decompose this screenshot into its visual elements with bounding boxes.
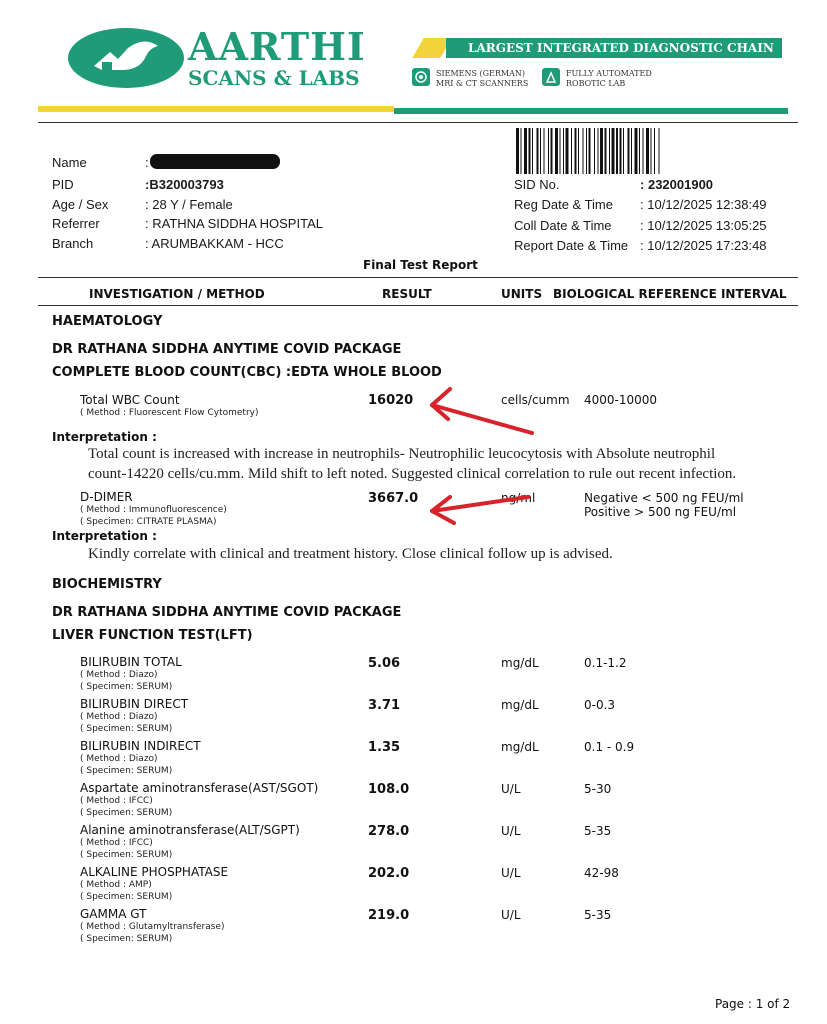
- ddimer-ref1: Negative < 500 ng FEU/ml: [584, 491, 744, 505]
- test-result: 3.71: [368, 698, 401, 713]
- test-result: 219.0: [368, 908, 410, 923]
- barcode-bar: [659, 128, 660, 174]
- barcode-bar: [537, 128, 539, 174]
- barcode-bar: [524, 128, 527, 174]
- referrer-colon: :: [145, 216, 149, 231]
- tagline-banner: [446, 38, 782, 58]
- annotation-arrows: [420, 385, 540, 535]
- header-divider-green: [394, 108, 788, 114]
- header-divider-yellow: [38, 106, 394, 112]
- barcode-bar: [586, 128, 587, 174]
- barcode-bar: [548, 128, 549, 174]
- ddimer-method: ( Method : Immunofluorescence): [80, 505, 227, 515]
- barcode-bar: [516, 128, 519, 174]
- test-ref: 5-35: [584, 824, 612, 838]
- test-method: ( Method : Diazo): [80, 712, 158, 722]
- ddimer-specimen: ( Specimen: CITRATE PLASMA): [80, 517, 217, 527]
- test-ref: 0.1 - 0.9: [584, 740, 635, 754]
- report-value: [640, 238, 767, 253]
- test-name: Alanine aminotransferase(ALT/SGPT): [80, 823, 300, 837]
- wbc-ref: 4000-10000: [584, 393, 658, 407]
- barcode-bar: [609, 128, 610, 174]
- name-label: Name: [52, 155, 87, 170]
- barcode-bar: [616, 128, 618, 174]
- barcode-bar: [521, 128, 522, 174]
- sid-label: SID No.: [514, 177, 560, 192]
- coll-datetime: 10/12/2025 13:05:25: [647, 218, 767, 233]
- barcode-bar: [555, 128, 558, 174]
- wbc-result: 16020: [368, 393, 414, 408]
- barcode-bar: [643, 128, 644, 174]
- barcode-bar: [600, 128, 603, 174]
- test-method: ( Method : Diazo): [80, 670, 158, 680]
- test-method: ( Method : Diazo): [80, 754, 158, 764]
- name-redaction: [150, 154, 280, 169]
- test-ref: 5-35: [584, 908, 612, 922]
- test-method: ( Method : IFCC): [80, 796, 153, 806]
- table-row: [0, 865, 827, 905]
- lab-icon: [542, 68, 560, 86]
- pid-colon: :: [145, 177, 150, 192]
- mri-icon: [412, 68, 430, 86]
- barcode-bar: [544, 128, 545, 174]
- ddimer-result: 3667.0: [368, 491, 419, 506]
- test-specimen: ( Specimen: SERUM): [80, 934, 173, 944]
- ddimer-ref2: Positive > 500 ng FEU/ml: [584, 505, 737, 519]
- interp2-line1: Kindly correlate with clinical and treatment history. Close clinical follow up is advised.: [88, 546, 613, 562]
- report-datetime: 10/12/2025 17:23:48: [647, 238, 767, 253]
- package-biochemistry: DR RATHANA SIDDHA ANYTIME COVID PACKAGE: [52, 605, 402, 620]
- table-header-bottom-rule: [38, 305, 798, 306]
- test-unit: U/L: [501, 908, 521, 922]
- test-result: 108.0: [368, 782, 410, 797]
- report-title: Final Test Report: [363, 258, 478, 272]
- barcode-bar: [628, 128, 630, 174]
- interp1-label: Interpretation :: [52, 430, 157, 444]
- barcode-bar: [623, 128, 624, 174]
- barcode-bar: [529, 128, 531, 174]
- panel-lft: LIVER FUNCTION TEST(LFT): [52, 628, 253, 643]
- barcode-bar: [635, 128, 638, 174]
- referrer-text: RATHNA SIDDHA HOSPITAL: [152, 216, 323, 231]
- branch-value: [145, 236, 284, 251]
- reg-datetime: 10/12/2025 12:38:49: [647, 197, 767, 212]
- barcode: [514, 128, 794, 174]
- barcode-bar: [532, 128, 533, 174]
- test-unit: U/L: [501, 782, 521, 796]
- test-specimen: ( Specimen: SERUM): [80, 892, 173, 902]
- name-colon: :: [145, 155, 149, 170]
- feature1-line2: MRI & CT SCANNERS: [436, 79, 529, 88]
- test-name: BILIRUBIN INDIRECT: [80, 739, 201, 753]
- test-ref: 5-30: [584, 782, 612, 796]
- referrer-label: Referrer: [52, 216, 100, 231]
- brand-name-line1: AARTHI: [188, 24, 366, 69]
- barcode-bar: [651, 128, 652, 174]
- sid-number: 232001900: [647, 177, 714, 192]
- test-unit: U/L: [501, 824, 521, 838]
- reg-label: Reg Date & Time: [514, 197, 613, 212]
- coll-value: [640, 218, 767, 233]
- barcode-bar: [575, 128, 577, 174]
- barcode-bar: [589, 128, 591, 174]
- barcode-bar: [654, 128, 655, 174]
- pid-number: B320003793: [149, 177, 224, 192]
- test-specimen: ( Specimen: SERUM): [80, 766, 173, 776]
- sid-value: [640, 177, 713, 192]
- test-name: BILIRUBIN DIRECT: [80, 697, 189, 711]
- table-row: [0, 823, 827, 863]
- age-label: Age / Sex: [52, 197, 109, 212]
- table-row: [0, 697, 827, 737]
- barcode-bar: [639, 128, 640, 174]
- table-row: [0, 781, 827, 821]
- test-name: GAMMA GT: [80, 907, 147, 921]
- coll-label: Coll Date & Time: [514, 218, 612, 233]
- ddimer-name: D-DIMER: [80, 490, 133, 504]
- branch-label: Branch: [52, 236, 94, 251]
- barcode-bar: [646, 128, 649, 174]
- test-result: 202.0: [368, 866, 410, 881]
- age-value: [145, 197, 233, 212]
- col-reference: BIOLOGICAL REFERENCE INTERVAL: [553, 287, 787, 301]
- interp1-line1: Total count is increased with increase in neutrophils- Neutrophilic leucocytosis with Absolute neutrophil: [88, 446, 716, 462]
- sid-colon: :: [640, 177, 645, 192]
- test-name: Aspartate aminotransferase(AST/SGOT): [80, 781, 319, 795]
- interp2-label: Interpretation :: [52, 529, 157, 543]
- test-unit: mg/dL: [501, 740, 539, 754]
- page-number: Page : 1 of 2: [715, 997, 791, 1011]
- test-result: 1.35: [368, 740, 401, 755]
- test-method: ( Method : IFCC): [80, 838, 153, 848]
- panel-cbc: COMPLETE BLOOD COUNT(CBC) :EDTA WHOLE BLOOD: [52, 365, 442, 380]
- reg-colon: :: [640, 197, 644, 212]
- test-method: ( Method : AMP): [80, 880, 152, 890]
- logo: [66, 26, 186, 90]
- barcode-bar: [560, 128, 561, 174]
- test-unit: mg/dL: [501, 656, 539, 670]
- test-ref: 42-98: [584, 866, 619, 880]
- reg-value: [640, 197, 767, 212]
- age-text: 28 Y / Female: [152, 197, 233, 212]
- coll-colon: :: [640, 218, 644, 233]
- feature2: [566, 69, 652, 89]
- barcode-bar: [551, 128, 553, 174]
- test-name: BILIRUBIN TOTAL: [80, 655, 182, 669]
- test-specimen: ( Specimen: SERUM): [80, 682, 173, 692]
- feature2-line2: ROBOTIC LAB: [566, 79, 626, 88]
- barcode-bar: [620, 128, 622, 174]
- pid-value: [145, 177, 224, 192]
- test-ref: 0-0.3: [584, 698, 616, 712]
- table-header-top-rule: [38, 277, 798, 278]
- table-row: [0, 907, 827, 947]
- col-units: UNITS: [501, 287, 543, 301]
- test-specimen: ( Specimen: SERUM): [80, 850, 173, 860]
- pid-label: PID: [52, 177, 74, 192]
- test-ref: 0.1-1.2: [584, 656, 627, 670]
- barcode-bar: [598, 128, 599, 174]
- test-unit: mg/dL: [501, 698, 539, 712]
- wbc-unit: cells/cumm: [501, 393, 570, 407]
- feature1: [436, 69, 528, 89]
- wbc-name: Total WBC Count: [80, 393, 180, 407]
- barcode-bar: [563, 128, 564, 174]
- test-name: ALKALINE PHOSPHATASE: [80, 865, 229, 879]
- barcode-bar: [571, 128, 572, 174]
- feature1-line1: SIEMENS (GERMAN): [436, 69, 525, 78]
- referrer-value: [145, 216, 323, 231]
- tagline-text: LARGEST INTEGRATED DIAGNOSTIC CHAIN: [468, 41, 774, 55]
- test-result: 5.06: [368, 656, 401, 671]
- barcode-bar: [566, 128, 569, 174]
- section-haematology: HAEMATOLOGY: [52, 314, 163, 329]
- package-haematology: DR RATHANA SIDDHA ANYTIME COVID PACKAGE: [52, 342, 402, 357]
- wbc-method: ( Method : Fluorescent Flow Cytometry): [80, 408, 259, 418]
- test-specimen: ( Specimen: SERUM): [80, 808, 173, 818]
- col-investigation: INVESTIGATION / METHOD: [89, 287, 265, 301]
- barcode-bar: [540, 128, 541, 174]
- feature2-line1: FULLY AUTOMATED: [566, 69, 652, 78]
- table-row: [0, 655, 827, 695]
- barcode-bar: [594, 128, 595, 174]
- branch-colon: :: [145, 236, 149, 251]
- barcode-bar: [583, 128, 584, 174]
- test-method: ( Method : Glutamyltransferase): [80, 922, 225, 932]
- report-colon: :: [640, 238, 644, 253]
- barcode-bar: [578, 128, 579, 174]
- barcode-bar: [612, 128, 615, 174]
- section-biochemistry: BIOCHEMISTRY: [52, 577, 162, 592]
- table-row: [0, 739, 827, 779]
- brand-name-line2: SCANS & LABS: [188, 66, 360, 90]
- age-colon: :: [145, 197, 149, 212]
- branch-text: ARUMBAKKAM - HCC: [151, 236, 284, 251]
- test-specimen: ( Specimen: SERUM): [80, 724, 173, 734]
- ddimer-unit: ng/ml: [501, 491, 536, 505]
- frame-top: [38, 122, 798, 123]
- barcode-bar: [605, 128, 607, 174]
- report-label: Report Date & Time: [514, 238, 629, 253]
- col-result: RESULT: [382, 287, 432, 301]
- interp1-line2: count-14220 cells/cu.mm. Mild shift to left noted. Suggested clinical correlation to rule out recent infection.: [88, 466, 737, 482]
- test-result: 278.0: [368, 824, 410, 839]
- test-unit: U/L: [501, 866, 521, 880]
- barcode-bar: [631, 128, 632, 174]
